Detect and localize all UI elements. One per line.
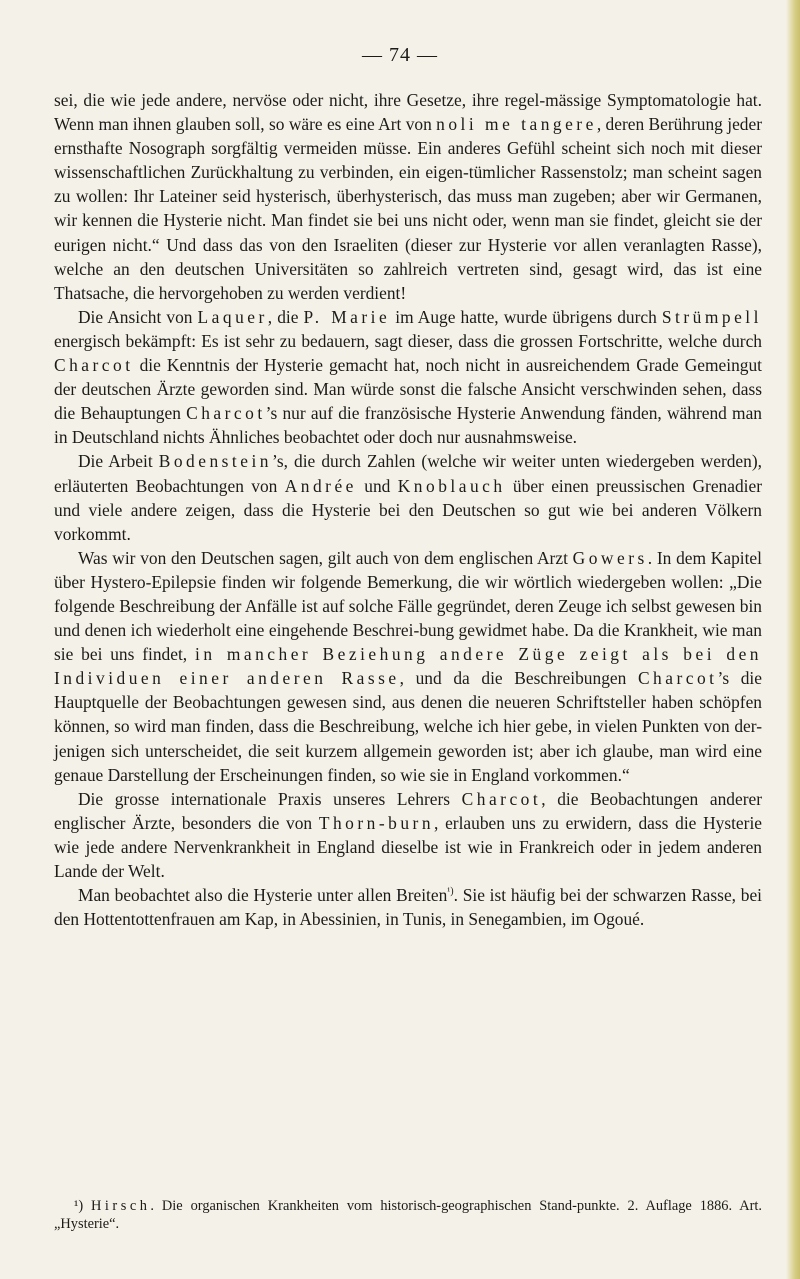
paragraph — [54, 88, 762, 305]
spaced-name: Charcot — [637, 668, 718, 689]
text-run: im Auge hatte, wurde übrigens durch — [390, 306, 662, 327]
text-run: ¹) — [74, 1198, 92, 1214]
text-run: Was wir von den Deutschen sagen, gilt auch von dem englischen Arzt — [78, 547, 573, 568]
spaced-name: in mancher Beziehung andere Züge zeigt als bei den Individuen einer anderen Rasse — [54, 644, 762, 689]
text-run: , und da die Beschreibungen — [399, 668, 638, 689]
body-text — [54, 88, 762, 931]
text-run: . In dem Kapitel über Hystero-Epilepsie finden wir folgende Bemerkung, die wir wörtlich wiedergeben wollen: „Die folgende Beschreibung der Anfälle ist auf solche Fälle gegründet, deren Zeuge ich selbst gewesen bin und denen ich wiederholt eine eingehende Beschrei-bung gewidmet habe. Da die Krankheit, wie man sie bei uns findet, — [54, 547, 762, 665]
spaced-name: noli me tangere — [436, 114, 597, 135]
paragraph — [54, 883, 762, 931]
text-run: . Sie ist häufig bei der schwarzen Rasse, bei den Hottentottenfrauen am Kap, in Abessinien, in Tunis, in Senegambien, im Ogoué. — [54, 885, 762, 930]
text-run: ’s nur auf die französische Hysterie Anwendung fänden, während man in Deutschland nichts Ähnliches beobachtet oder doch nur ausnahmsweise. — [54, 403, 762, 448]
text-run: , die — [267, 306, 304, 327]
footnote-text — [54, 1197, 762, 1233]
text-run: ’s, die durch Zahlen (welche wir weiter unten wiedergeben werden), erläuterten Beobachtungen von — [54, 451, 762, 496]
paragraph — [54, 546, 762, 787]
text-run: ’s die Hauptquelle der Beobachtungen gewesen sind, aus denen die neueren Schriftsteller haben schöpfen können, so wird man finden, dass die Beschreibung, welche ich hier gebe, in vielen Punkten von der-jenigen sich unterscheidet, die seit kurzem allgemein geworden ist; aber ich glaube, man wird eine genaue Darstellung der Erscheinungen finden, so wie sie in England vorkommen.“ — [54, 668, 762, 785]
page-number: — 74 — — [362, 44, 438, 66]
text-run: Die grosse internationale Praxis unseres Lehrers — [78, 788, 462, 809]
text-run: über einen preussischen Grenadier und viele andere zeigen, dass die Hysterie bei den Deutschen so gut wie bei anderen Völkern vorkommt. — [54, 475, 762, 544]
spaced-name: Charcot — [54, 355, 134, 376]
paragraph — [54, 305, 762, 450]
spaced-name: Knoblauch — [397, 475, 506, 496]
page-edge — [786, 0, 800, 1279]
spaced-name: Thorn-burn — [318, 812, 435, 833]
text-run: . Die organischen Krankheiten vom historisch-geographischen Stand-punkte. 2. Auflage 1886. Art. „Hysterie“. — [54, 1198, 762, 1232]
spaced-name: Charcot — [461, 788, 542, 809]
spaced-name: Laquer — [197, 306, 268, 327]
spaced-name: Andrée — [284, 475, 357, 496]
footnote — [54, 1197, 762, 1233]
text-run: , die Beobachtungen anderer englischer Ärzte, besonders die von — [54, 788, 762, 833]
text-run: , erlauben uns zu erwidern, dass die Hysterie wie jede andere Nervenkrankheit in England dieselbe ist wie in Frankreich oder in jedem anderen Lande der Welt. — [54, 812, 762, 881]
paragraph — [54, 449, 762, 545]
text-run: , deren Berührung jeder ernsthafte Nosograph sorgfältig vermeiden müsse. Ein anderes Gefühl scheint sich noch mit dieser wissenschaftlichen Zurückhaltung zu verbinden, ein eigen-tümlicher Rassenstolz; man scheint sagen zu wollen: Ihr Lateiner seid hysterisch, überhysterisch, das muss man zugeben; aber wir Germanen, wir kennen die Hysterie nicht. Man findet sie bei uns nicht oder, wenn man sie findet, gleicht sie der eurigen nicht.“ Und dass das von den Israeliten (dieser zur Hysterie vor allen veranlagten Rasse), welche an den deutschen Universitäten so zahlreich vertreten sind, gesagt wird, das ist eine Thatsache, die hervorgehoben zu werden verdient! — [54, 114, 762, 303]
text-run: und — [356, 475, 398, 496]
text-run: die Kenntnis der Hysterie gemacht hat, noch nicht in ausreichendem Grade Gemeingut der deutschen Ärzte geworden sind. Man würde sonst die falsche Ansicht verschwinden sehen, dass die Behauptungen — [54, 355, 762, 424]
spaced-name: Hirsch — [91, 1198, 151, 1214]
footnote-marker: ¹) — [447, 886, 454, 898]
text-run: Die Ansicht von — [78, 306, 198, 327]
text-run: sei, die wie jede andere, nervöse oder nicht, ihre Gesetze, ihre regel-mässige Symptomatologie hat. Wenn man ihnen glauben soll, so wäre es eine Art von — [54, 90, 762, 135]
text-run: Man beobachtet also die Hysterie unter allen Breiten — [78, 885, 448, 906]
text-run: energisch bekämpft: Es ist sehr zu bedauern, sagt dieser, dass die grossen Fortschritte, welche durch — [54, 330, 762, 351]
spaced-name: Gowers — [572, 547, 648, 568]
paragraph — [54, 787, 762, 883]
spaced-name: Strümpell — [661, 306, 762, 327]
text-run: Die Arbeit — [78, 451, 159, 472]
spaced-name: Charcot — [186, 403, 266, 424]
spaced-name: P. Marie — [303, 306, 391, 327]
spaced-name: Bodenstein — [158, 451, 272, 472]
